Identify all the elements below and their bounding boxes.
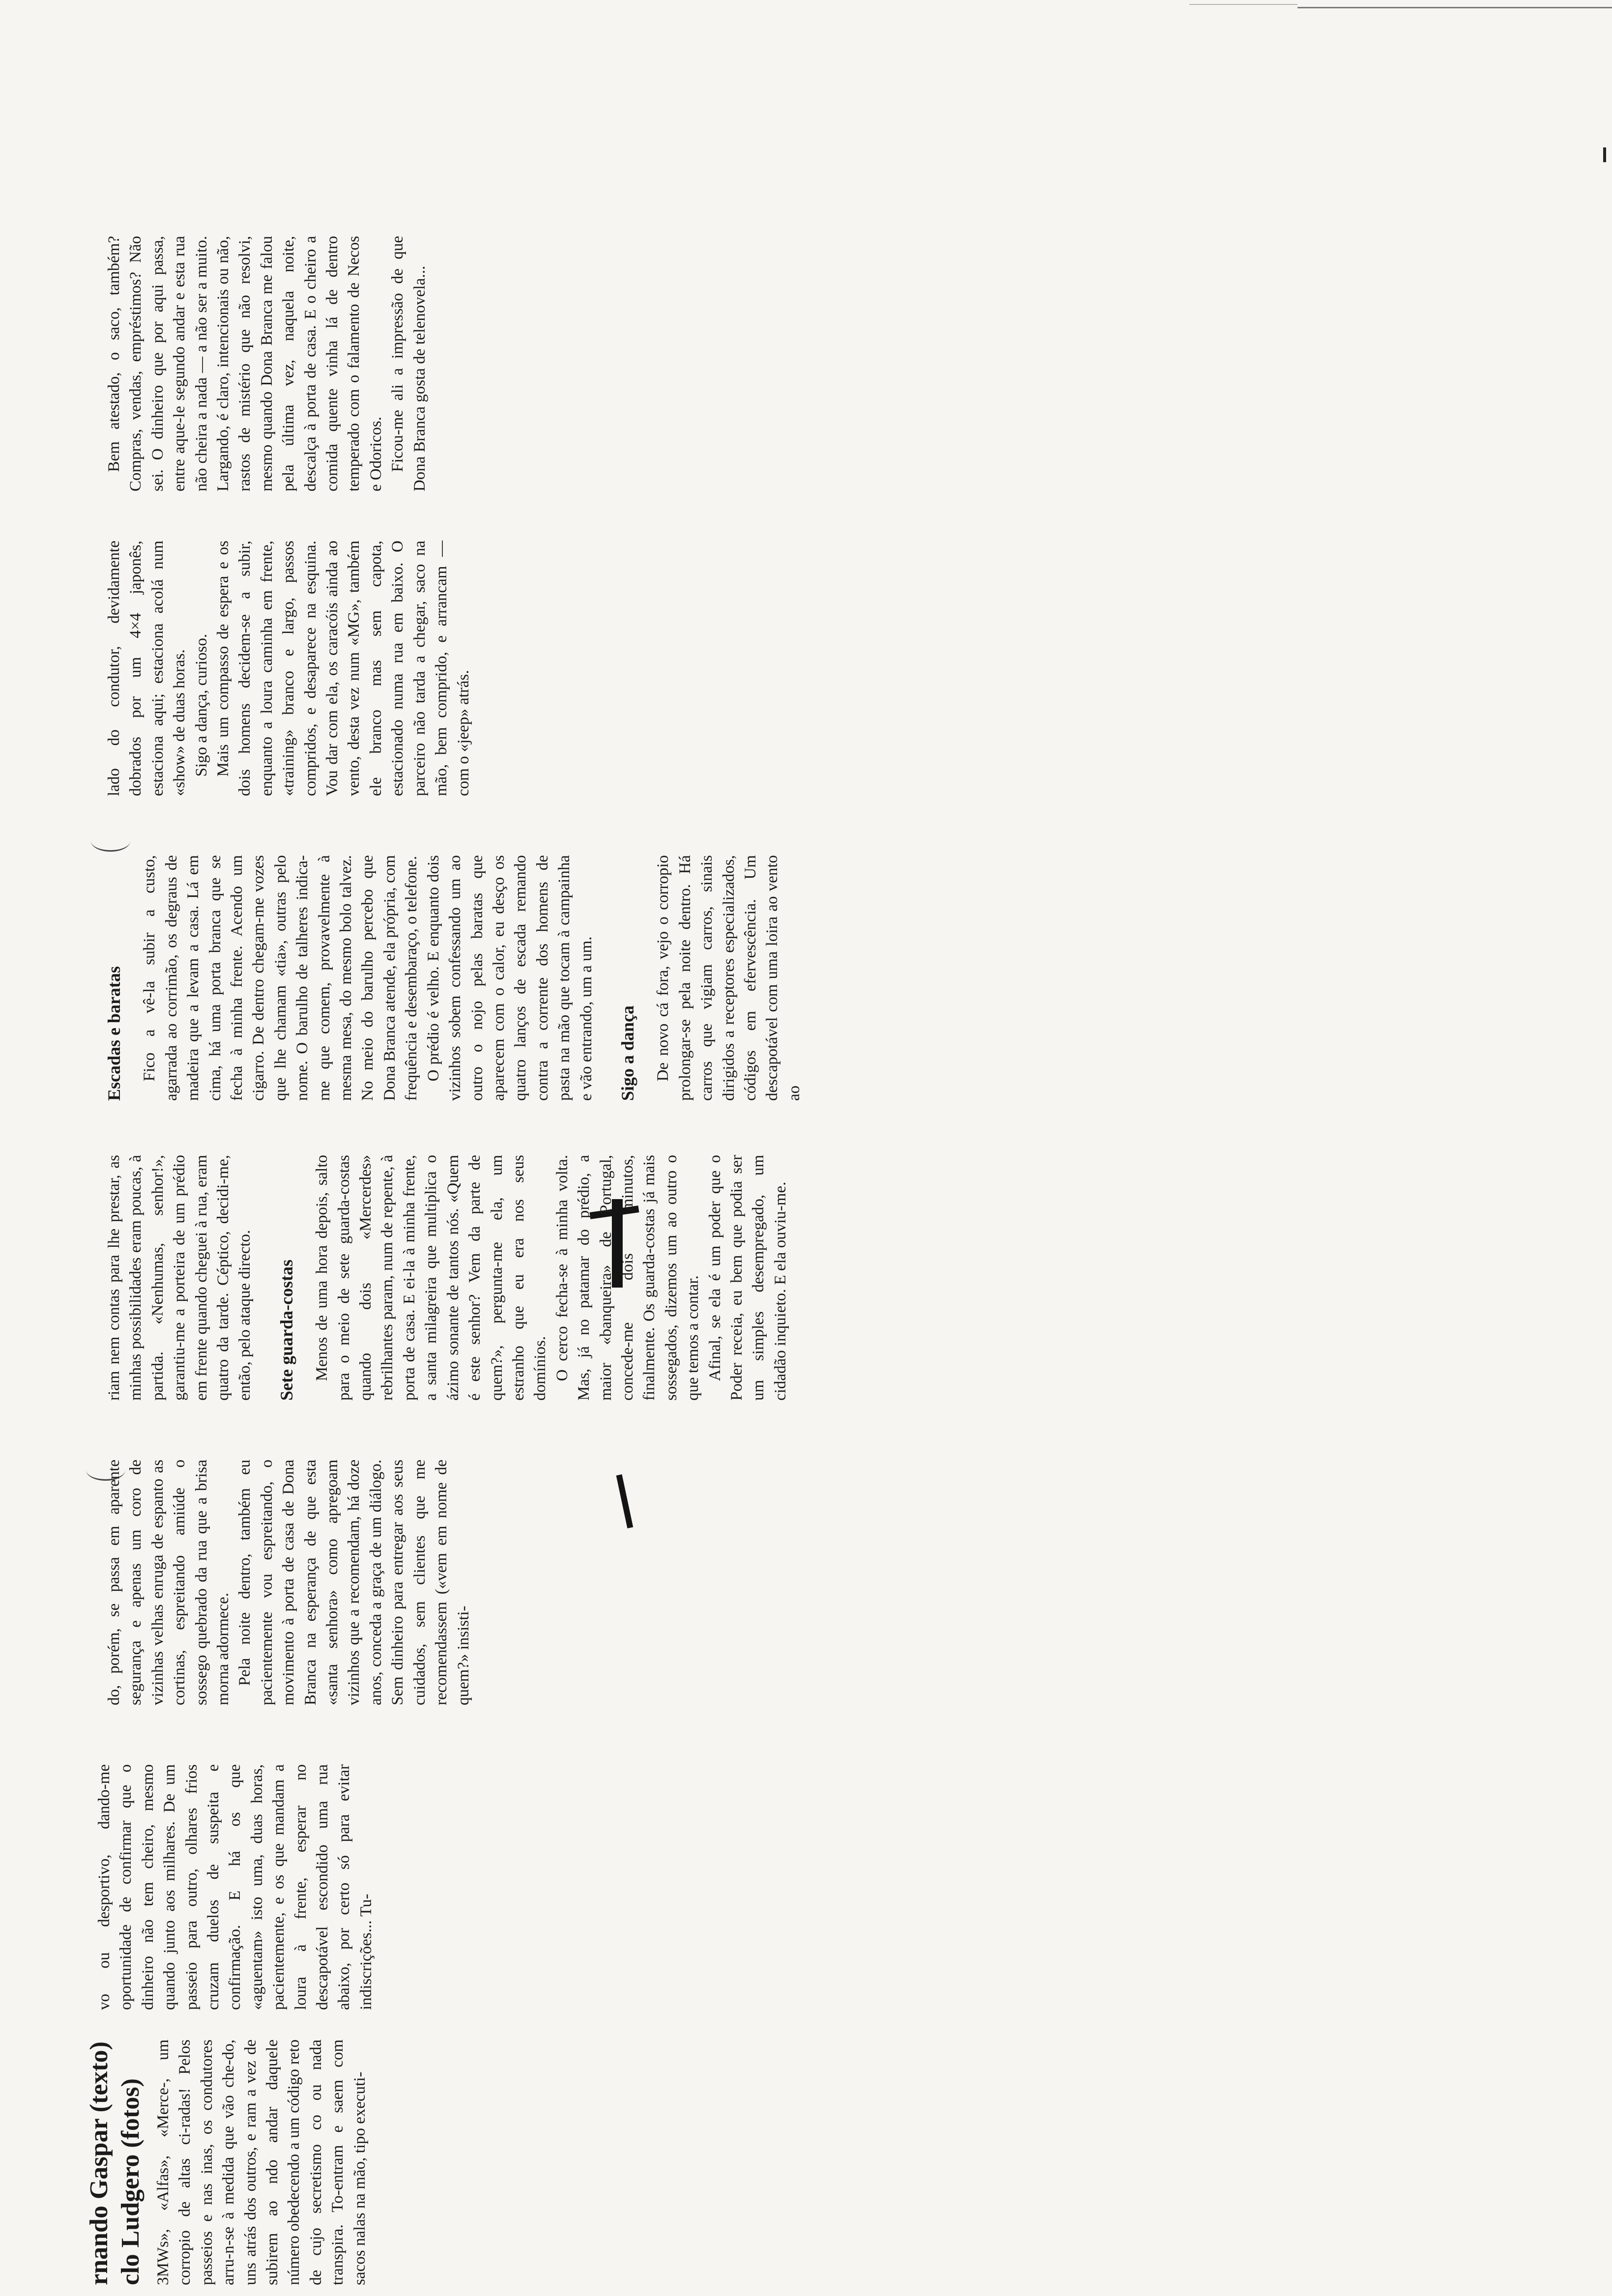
- scan-edge-mark: [1603, 147, 1606, 162]
- scan-artifact-line: [1189, 4, 1297, 5]
- article-column-2: [93, 1764, 377, 2010]
- article-column-5: [103, 855, 805, 1101]
- byline-photographer: clo Ludgero (fotos): [116, 2078, 144, 2285]
- paragraph: Sigo a dança, curioso.: [192, 633, 210, 777]
- article-column-6: [103, 541, 474, 796]
- paragraph: Menos de uma hora depois, salto para o meio de sete guarda-costas quando dois «Mercerdes» rebrilhantes param, num de repente, à porta de casa. E ei-la à minha frente, a santa milagreira que multiplica o ázimo sonante de tantos nós. «Quem é este senhor? Vem da parte de quem?», pergunta-me ela, um estranho que eu era nos seus domínios.: [313, 1155, 549, 1401]
- section-heading-danca: Sigo a dança: [617, 1005, 637, 1101]
- paragraph: Fico a vê-la subir a custo, agarrada ao corrimão, os degraus de madeira que a levam a casa. Lá em cima, há uma porta branca que se fecha à minha frente. Acendo um cigarro. De dentro chegam-me vozes que lhe chamam «tia», outras pelo nome. O barulho de talheres indica-me que comem, provavelmente à mesma mesa, do mesmo bolo talvez. No meio do barulho percebo que Dona Branca atende, ela própria, com frequência e desembaraço, o telefone.: [141, 855, 421, 1101]
- paragraph: riam nem contas para lhe prestar, as minhas possibilidades eram poucas, à partida. «Nenhumas, senhor!», garantiu-me a porteira de um prédio em frente quando cheguei à rua, eram quatro da tarde. Céptico, decidi-me, então, pelo ataque directo.: [105, 1155, 254, 1401]
- paragraph: lado do condutor, devidamente dobrados por um 4×4 japonês, estaciona aqui; estaciona acolá num «show» de duas horas.: [105, 541, 189, 796]
- section-heading-escadas: Escadas e baratas: [104, 966, 124, 1101]
- article-column-3: [103, 1460, 474, 1705]
- paragraph: Ficou-me ali a impressão de que Dona Branca gosta de telenovela...: [389, 236, 429, 491]
- paragraph: Afinal, se ela é um poder que o Poder receia, eu bem que podia ser um simples desempregado, um cidadão inquieto. E ela ouviu-me.: [706, 1155, 789, 1401]
- byline: [84, 2010, 146, 2285]
- article-page: [84, 54, 1538, 2285]
- paragraph: vo ou desportivo, dando-me oportunidade de confirmar que o dinheiro não tem cheiro, mesmo quando junto aos milhares. De um passeio para outro, olhares frios cruzam duelos de suspeita e confirmação. E há os que «aguentam» isto uma, duas horas, pacientemente, e os que mandam a loura à frente, esperar no descapotável escondido uma rua abaixo, por certo só para evitar indiscrições... Tu-: [95, 1764, 375, 2010]
- byline-author: rnando Gaspar (texto): [85, 2041, 113, 2285]
- paragraph: O cerco fecha-se à minha volta. Mas, já no patamar do prédio, a maior «banqueira» de Portugal, concede-me dois minutos, finalmente. Os guarda-costas já mais sossegados, dizemos um ao outro o que temos a contar.: [553, 1155, 702, 1401]
- article-column-7: [103, 236, 431, 491]
- paragraph: Mais um compasso de espera e os dois homens decidem-se a subir, enquanto a loura caminha em frente, «training» branco e largo, passos compridos, e desaparece na esquina. Vou dar com ela, os caracóis ainda ao vento, desta vez num «MG», também ele branco mas sem capota, estacionado numa rua em baixo. O parceiro não tarda a chegar, saco na mão, bem comprido, e arrancam — com o «jeep» atrás.: [214, 541, 472, 796]
- paragraph: Pela noite dentro, também eu pacientemente vou espreitando, o movimento à porta de casa de Dona Branca na esperança de que esta «santa senhora» como apregoam vizinhos que a recomendam, há doze anos, conceda a graça de um diálogo. Sem dinheiro para entregar aos seus cuidados, sem clientes que me recomendassem («vem em nome de quem?» insisti-: [236, 1460, 472, 1705]
- scan-artifact-line: [1297, 7, 1612, 8]
- article-column-4: [103, 1155, 791, 1401]
- paragraph: De novo cá fora, vejo o corropio prolongar-se pela noite dentro. Há carros que vigiam carros, sinais dirigidos a receptores especializados, códigos em efervescência. Um descapotável com uma loira ao vento ao: [654, 855, 803, 1101]
- paragraph: Bem atestado, o saco, também? Compras, vendas, empréstimos? Não sei. O dinheiro que por aqui passa, entre aque-le segundo andar e esta rua não cheira a nada — a não ser a muito. Largando, é claro, intencionais ou não, rastos de mistério que não resolvi, mesmo quando Dona Branca me falou pela última vez, naquela noite, descalça à porta de casa. E o cheiro a comida quente vinha lá de dentro temperado com o falamento de Necos e Odoricos.: [105, 236, 385, 491]
- paragraph: do, porém, se passa em aparente segurança e apenas um coro de vizinhas velhas enruga de espanto as cortinas, espreitando amiúde o sossego quebrado da rua que a brisa morna adormece.: [105, 1460, 232, 1705]
- paragraph: 3MWs», «Alfas», «Merce-, um corropio de altas ci-radas! Pelos passeios e nas inas, os condutores arru-n-se à medida que vão che-do, uns atrás dos outros, e ram a vez de subirem ao ndo andar daquele número obedecendo a um código reto de cujo secretismo co ou nada transpira. To-entram e saem com sacos nalas na mão, tipo executi-: [154, 2039, 369, 2285]
- article-column-1: [152, 2039, 371, 2285]
- section-heading-guarda-costas: Sete guarda-costas: [276, 1260, 296, 1401]
- paragraph: O prédio é velho. E enquanto dois vizinhos sobem confessando um ao outro o nojo pelas baratas que aparecem com o calor, eu desço os quatro lanços de escada remando contra a corrente dos homens de pasta na mão que tocam à campainha e vão entrando, um a um.: [424, 855, 595, 1101]
